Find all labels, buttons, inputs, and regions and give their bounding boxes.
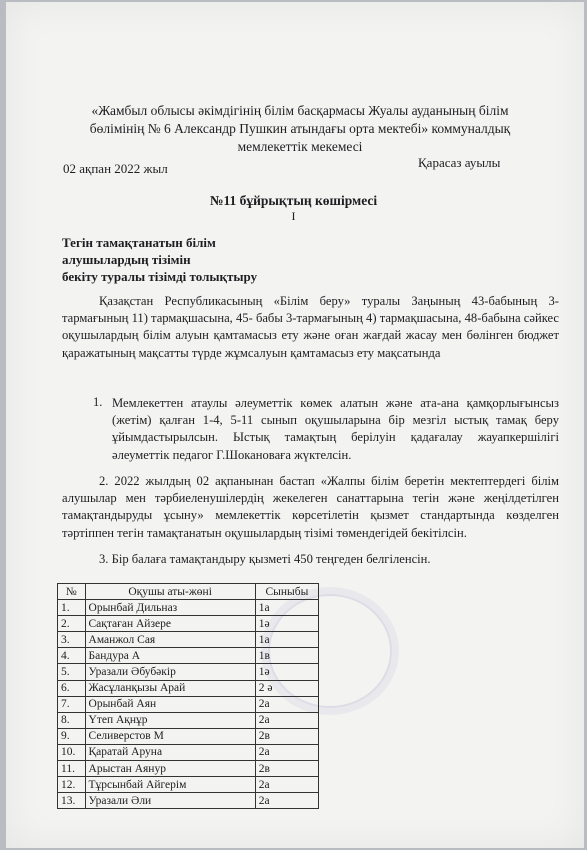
column-header: Сыныбы: [255, 584, 318, 600]
student-name: Арыстан Аянур: [85, 761, 255, 777]
table-row: [58, 696, 319, 712]
student-class: 2в: [255, 728, 318, 744]
student-name: Қаратай Аруна: [85, 744, 255, 760]
section-numeral: I: [291, 209, 296, 223]
student-name: Селиверстов М: [85, 728, 255, 744]
table-row: [58, 793, 319, 809]
subject-line: алушылардың тізімін: [62, 252, 191, 267]
row-number: 13.: [58, 793, 86, 809]
student-name: Бандура А: [85, 648, 255, 664]
table-row: [58, 761, 319, 777]
student-class: 2а: [255, 793, 318, 809]
row-number: 8.: [58, 712, 86, 728]
row-number: 5.: [58, 664, 86, 680]
table-row: [58, 680, 319, 696]
table-row: [58, 616, 319, 632]
header-line: бөлімінің № 6 Александр Пушкин атындағы орта мектебі» коммуналдық: [89, 121, 511, 136]
student-name: Жасұланқызы Арай: [85, 680, 255, 696]
table-row: [58, 648, 319, 664]
table-header-row: [58, 584, 319, 600]
table-row: [58, 744, 319, 760]
student-class: 2а: [255, 696, 318, 712]
row-number: 7.: [58, 696, 86, 712]
student-name: Орынбай Аян: [85, 696, 255, 712]
table-row: [58, 712, 319, 728]
subject-line: Тегін тамақтанатын білім: [62, 235, 216, 250]
table-row: [58, 632, 319, 648]
student-class: 1а: [255, 600, 318, 616]
preamble-paragraph: Қазақстан Республикасының «Білім беру» туралы Заңының 43-бабының 3-тармағының 11) тармақшасына, 45- бабы 3-тармағының 4) тармақшасына, 48-бабына сәйкес оқушылардың білім алуын қамтамасыз ету және оған жағдай жасау мен бөлінген бюджет қаражатының мақсатты түрде жұмсалуын қамтамасыз ету мақсатында: [62, 294, 559, 360]
header-line: «Жамбыл облысы әкімдігінің білім басқармасы Жуалы ауданының білім: [91, 103, 509, 118]
header-line: мемлекеттік мекемесі: [237, 139, 363, 154]
row-number: 9.: [58, 728, 86, 744]
row-number: 11.: [58, 761, 86, 777]
student-name: Сақтаған Айзере: [85, 616, 255, 632]
student-class: 2а: [255, 712, 318, 728]
student-class: 1ә: [255, 616, 318, 632]
student-name: Уразали Әли: [85, 793, 255, 809]
column-header: Оқушы аты-жөні: [85, 584, 255, 600]
student-name: Аманжол Сая: [85, 632, 255, 648]
row-number: 12.: [58, 777, 86, 793]
row-number: 4.: [58, 648, 86, 664]
row-number: 6.: [58, 680, 86, 696]
order-item-2: 2. 2022 жылдың 02 ақпанынан бастап «Жалпы білім беретін мектептердегі білім алушылар мен тәрбиеленушілердің жекелеген санаттарына тегін және жеңілдетілген тамақтандыруды ұсыну» мемлекеттік көрсетілетін қызмет стандартында көзделген тәртіппен тегін тамақтанатын оқушылардың тізімі төмендегідей бекітілсін.: [62, 474, 559, 540]
document-place: Қарасаз ауылы: [418, 155, 501, 170]
row-number: 10.: [58, 744, 86, 760]
row-number: 1.: [58, 600, 86, 616]
document-date: 02 ақпан 2022 жыл: [63, 161, 168, 176]
student-class: 2а: [255, 777, 318, 793]
student-class: 1ә: [255, 664, 318, 680]
student-class: 2 ә: [255, 680, 318, 696]
row-number: 2.: [58, 616, 86, 632]
student-name: Уразали Әбубәкір: [85, 664, 255, 680]
student-name: Тұрсынбай Айгерім: [85, 777, 255, 793]
table-row: [58, 664, 319, 680]
table-row: [58, 777, 319, 793]
student-class: 1а: [255, 632, 318, 648]
row-number: 3.: [58, 632, 86, 648]
order-item-1: Мемлекеттен атаулы әлеуметтік көмек алатын және ата-ана қамқорлығынсыз (жетім) қалған 1-4, 5-11 сынып оқушыларына бір мезгіл ыстық тамақ беру ұйымдастырылсын. Ыстық тамақтың берілуін қадағалау жауапкершілігі әлеуметтік педагог Г.Шокановаға жүктелсін.: [112, 396, 559, 462]
column-header: №: [58, 584, 86, 600]
page-title: №11 бұйрықтың көшірмесі: [209, 193, 378, 208]
student-name: Орынбай Дильназ: [85, 600, 255, 616]
student-table: [57, 583, 319, 809]
student-class: 2а: [255, 744, 318, 760]
organization-header: [60, 102, 540, 156]
document-subject: [62, 234, 257, 285]
table-row: [58, 600, 319, 616]
subject-line: бекіту туралы тізімді толықтыру: [62, 269, 258, 284]
student-name: Үтеп Ақнұр: [85, 712, 255, 728]
student-class: 1в: [255, 648, 318, 664]
order-item-3: 3. Бір балаға тамақтандыру қызметі 450 теңгеден белгіленсін.: [99, 552, 431, 566]
item-number: 1.: [93, 395, 103, 409]
table-row: [58, 728, 319, 744]
student-class: 2в: [255, 761, 318, 777]
